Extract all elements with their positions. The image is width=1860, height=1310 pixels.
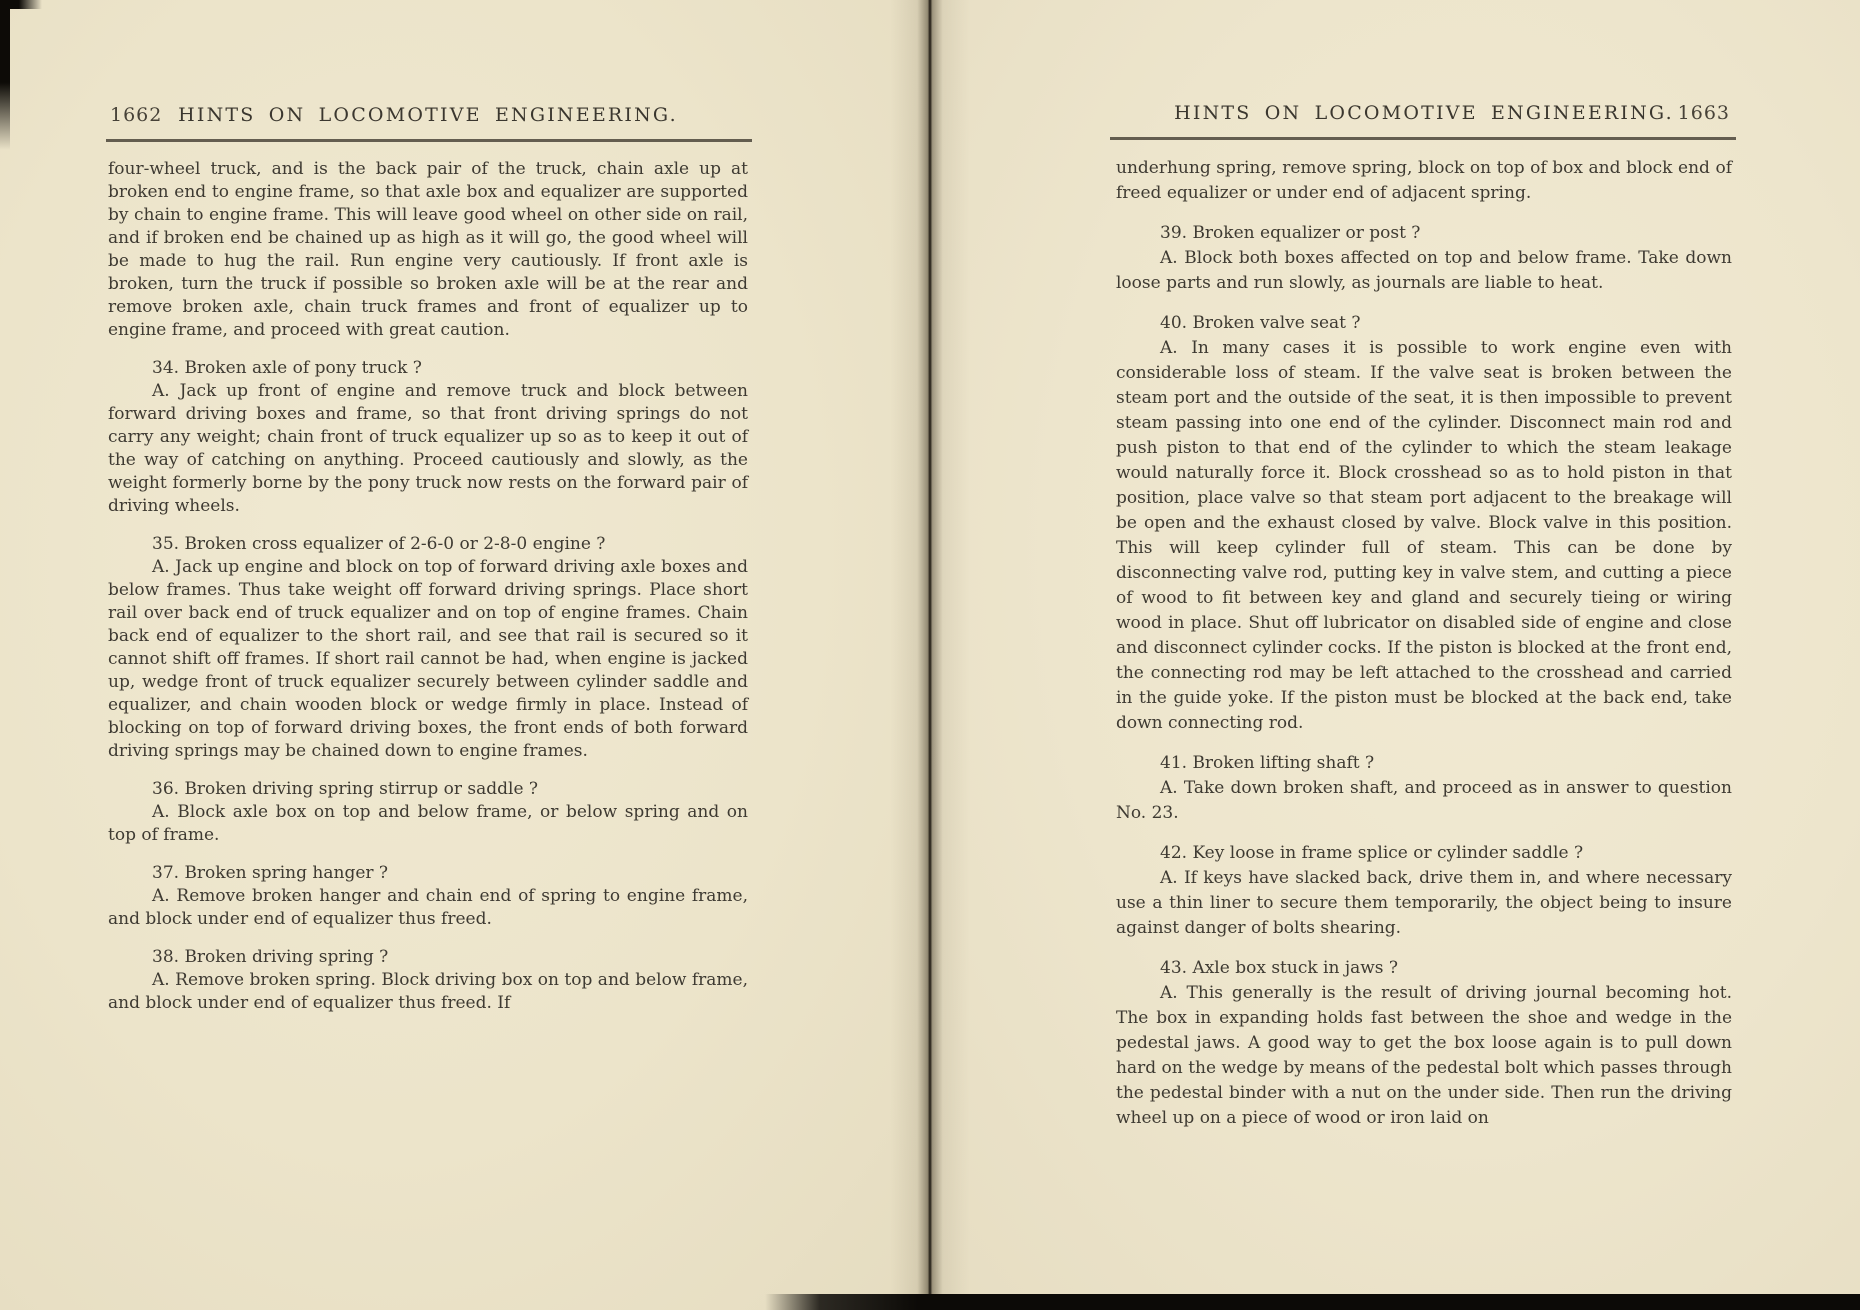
page-right <box>1116 102 1732 1131</box>
paragraph-continuation: underhung spring, remove spring, block on top of box and block end of freed equalizer or under end of adjacent spring. <box>1116 158 1732 203</box>
scan-edge-corner <box>0 0 42 9</box>
answer-42: A. If keys have slacked back, drive them in, and where necessary use a thin liner to secure them temporarily, the object being to insure against danger of bolts shearing. <box>1116 868 1732 938</box>
header-rule <box>1110 137 1736 140</box>
question-35: 35. Broken cross equalizer of 2-6-0 or 2-8-0 engine ? <box>152 534 606 554</box>
answer-39: A. Block both boxes affected on top and below frame. Take down loose parts and run slowly, as journals are liable to heat. <box>1116 248 1732 293</box>
page-body-right <box>1116 156 1732 1131</box>
page-header-left <box>108 104 748 134</box>
gutter-shadow <box>890 0 970 1310</box>
page-body-left <box>108 158 748 1015</box>
answer-40: A. In many cases it is possible to work engine even with considerable loss of steam. If the valve seat is broken between the steam port and the outside of the seat, it is then impossible to prevent steam passing into one end of the cylinder. Disconnect main rod and push piston to that end of the cylinder to which the steam leakage would naturally force it. Block crosshead so as to hold piston in that position, place valve so that steam port adjacent to the breakage will be open and the exhaust closed by valve. Block valve in this position. This will keep cylinder full of steam. This can be done by disconnecting valve rod, putting key in valve stem, and cutting a piece of wood to fit between key and gland and securely tieing or wiring wood in place. Shut off lubricator on disabled side of engine and close and disconnect cylinder cocks. If the piston is blocked at the front end, the connecting rod may be left attached to the crosshead and carried in the guide yoke. If the piston must be blocked at the back end, take down connecting rod. <box>1116 338 1732 733</box>
page-left <box>108 104 748 1015</box>
page-number: 1663 <box>1677 102 1730 124</box>
answer-35: A. Jack up engine and block on top of forward driving axle boxes and below frames. Thus take weight off forward driving springs. Place short rail over back end of truck equalizer and on top of engine frames. Chain back end of equalizer to the short rail, and see that rail is secured so it cannot shift off frames. If short rail cannot be had, when engine is jacked up, wedge front of truck equalizer securely between cylinder saddle and equalizer, and chain wooden block or wedge firmly in place. Instead of blocking on top of forward driving boxes, the front ends of both forward driving springs may be chained down to engine frames. <box>108 557 748 761</box>
answer-43: A. This generally is the result of driving journal becoming hot. The box in expanding holds fast between the shoe and wedge in the pedestal jaws. A good way to get the box loose again is to pull down hard on the wedge by means of the pedestal bolt which passes through the pedestal binder with a nut on the under side. Then run the driving wheel up on a piece of wood or iron laid on <box>1116 983 1732 1128</box>
paragraph-continuation: four-wheel truck, and is the back pair of the truck, chain axle up at broken end to engine frame, so that axle box and equalizer are supported by chain to engine frame. This will leave good wheel on other side on rail, and if broken end be chained up as high as it will go, the good wheel will be made to hug the rail. Run engine very cautiously. If front axle is broken, turn the truck if possible so broken axle will be at the rear and remove broken axle, chain truck frames and front of equalizer up to engine frame, and proceed with great caution. <box>108 159 748 340</box>
page-header-right <box>1116 102 1732 132</box>
answer-36: A. Block axle box on top and below frame, or below spring and on top of frame. <box>108 802 748 845</box>
question-40: 40. Broken valve seat ? <box>1160 313 1361 333</box>
question-39: 39. Broken equalizer or post ? <box>1160 223 1421 243</box>
header-rule <box>106 139 752 142</box>
answer-38: A. Remove broken spring. Block driving box on top and below frame, and block under end of equalizer thus freed. If <box>108 970 748 1013</box>
question-37: 37. Broken spring hanger ? <box>152 863 389 883</box>
running-title: HINTS ON LOCOMOTIVE ENGINEERING. <box>178 104 678 126</box>
scan-edge-left <box>0 0 10 150</box>
question-38: 38. Broken driving spring ? <box>152 947 389 967</box>
page-number: 1662 <box>110 104 163 126</box>
question-36: 36. Broken driving spring stirrup or saddle ? <box>152 779 539 799</box>
question-34: 34. Broken axle of pony truck ? <box>152 358 422 378</box>
question-42: 42. Key loose in frame splice or cylinder saddle ? <box>1160 843 1584 863</box>
answer-37: A. Remove broken hanger and chain end of spring to engine frame, and block under end of equalizer thus freed. <box>108 886 748 929</box>
scan-edge-bottom <box>765 1294 1860 1310</box>
question-43: 43. Axle box stuck in jaws ? <box>1160 958 1399 978</box>
question-41: 41. Broken lifting shaft ? <box>1160 753 1375 773</box>
running-title: HINTS ON LOCOMOTIVE ENGINEERING. <box>1174 102 1674 124</box>
answer-34: A. Jack up front of engine and remove truck and block between forward driving boxes and frame, so that front driving springs do not carry any weight; chain front of truck equalizer up so as to keep it out of the way of catching on anything. Proceed cautiously and slowly, as the weight formerly borne by the pony truck now rests on the forward pair of driving wheels. <box>108 381 748 516</box>
answer-41: A. Take down broken shaft, and proceed as in answer to question No. 23. <box>1116 778 1732 823</box>
